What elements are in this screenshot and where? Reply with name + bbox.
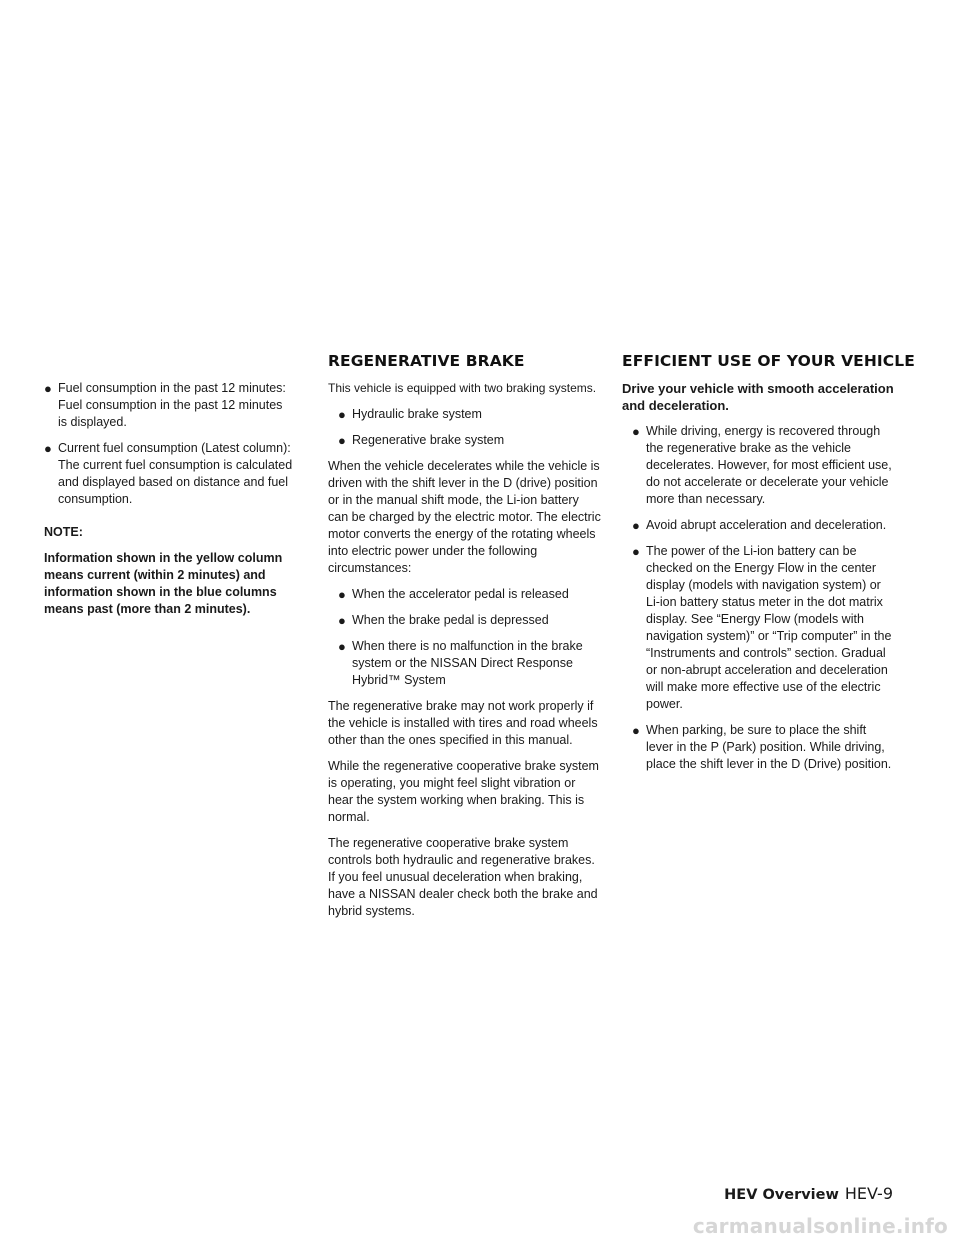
watermark: carmanualsonline.info [692, 1214, 948, 1238]
note-label: NOTE: [44, 525, 83, 539]
list-item: ● When there is no malfunction in the brake system or the NISSAN Direct Response Hybrid™ System [338, 639, 583, 687]
list-item: ● Regenerative brake system [338, 433, 505, 448]
heading-regenerative-brake: REGENERATIVE BRAKE [328, 352, 525, 370]
column-3 [622, 380, 896, 782]
bullet-icon: ● [338, 433, 346, 448]
paragraph: While the regenerative cooperative brake system is operating, you might feel slight vibration or hear the system working when braking. This is normal. [328, 759, 599, 824]
paragraph: When the vehicle decelerates while the vehicle is driven with the shift lever in the D (drive) position or in the manual shift mode, the Li-ion battery can be charged by the electric motor. The electric motor converts the energy of the rotating wheels into electric power under the following circumstances: [328, 459, 601, 575]
paragraph: The regenerative brake may not work properly if the vehicle is installed with tires and road wheels other than the ones specified in this manual. [328, 699, 598, 747]
list-item: ● When parking, be sure to place the shift lever in the P (Park) position. While driving, place the shift lever in the D (Drive) position. [632, 723, 892, 771]
brake-intro: This vehicle is equipped with two braking systems. [328, 381, 597, 395]
bullet-icon: ● [338, 639, 346, 654]
bullet-icon: ● [338, 407, 346, 422]
bullet-icon: ● [338, 613, 346, 628]
bullet-icon: ● [632, 544, 640, 559]
list-item: ● The power of the Li-ion battery can be checked on the Energy Flow in the center display (models with navigation system) or Li-ion battery status meter in the dot matrix display. See “Energy Flow (models with navigation system)” or “Trip computer” in the “Instruments and controls” section. Gradual or non-abrupt acceleration and deceleration will make more effective use of the electric power. [632, 544, 892, 711]
column-2 [328, 380, 602, 929]
list-item: ● When the accelerator pedal is released [338, 587, 569, 602]
bullet-icon: ● [632, 424, 640, 439]
page-number: HEV-9 [844, 1184, 893, 1203]
paragraph: The regenerative cooperative brake system controls both hydraulic and regenerative brakes. If you feel unusual deceleration when braking, have a NISSAN dealer check both the brake and hybrid systems. [328, 836, 598, 918]
list-item: ● Hydraulic brake system [338, 407, 482, 422]
bullet-icon: ● [632, 723, 640, 738]
bullet-icon: ● [44, 441, 52, 456]
efficient-use-lead: Drive your vehicle with smooth acceleration and deceleration. [622, 381, 894, 413]
list-item: ● Current fuel consumption (Latest column): The current fuel consumption is calculated and displayed based on distance and fuel consumption. [44, 441, 293, 506]
heading-efficient-use: EFFICIENT USE OF YOUR VEHICLE [622, 352, 915, 370]
list-item: ● Fuel consumption in the past 12 minutes: Fuel consumption in the past 12 minutes is displayed. [44, 381, 286, 429]
note-text: Information shown in the yellow column means current (within 2 minutes) and information shown in the blue columns means past (more than 2 minutes). [44, 551, 283, 616]
list-item: ● When the brake pedal is depressed [338, 613, 549, 628]
bullet-icon: ● [338, 587, 346, 602]
footer-section: HEV Overview [724, 1187, 839, 1203]
list-item: ● While driving, energy is recovered through the regenerative brake as the vehicle decelerates. However, for most efficient use, do not accelerate or decelerate your vehicle more than necessary. [632, 424, 892, 506]
column-1 [44, 380, 294, 627]
bullet-icon: ● [632, 518, 640, 533]
bullet-icon: ● [44, 381, 52, 396]
list-item: ● Avoid abrupt acceleration and deceleration. [632, 518, 887, 533]
page-footer [724, 1184, 893, 1204]
